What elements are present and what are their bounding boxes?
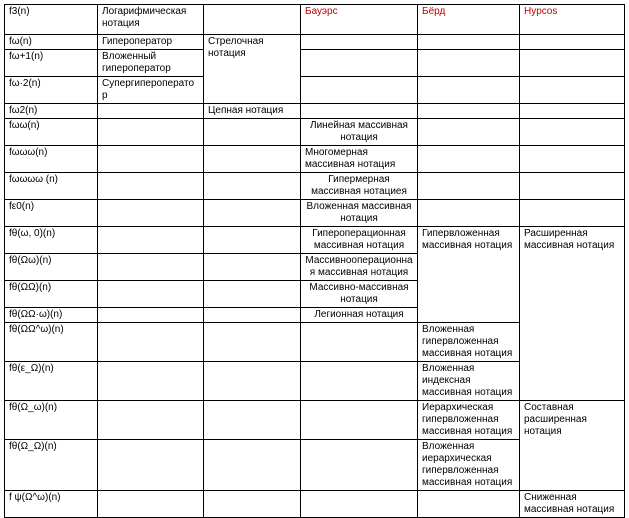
empty-cell	[520, 200, 625, 227]
function-cell: fθ(ε_Ω)(n)	[5, 362, 98, 401]
bird-cell: Вложенная иерархическая гипервложенная массивная нотация	[418, 440, 520, 491]
header-bowers: Бауэрс	[301, 5, 418, 35]
function-cell: fω(n)	[5, 35, 98, 50]
empty-cell	[520, 35, 625, 50]
table-row	[5, 173, 625, 200]
bird-cell: Гипервложенная массивная нотация	[418, 227, 520, 323]
function-cell: fωω(n)	[5, 119, 98, 146]
table-row	[5, 401, 625, 440]
empty-cell	[418, 200, 520, 227]
table-row	[5, 200, 625, 227]
empty-cell	[418, 77, 520, 104]
notation-cell: Супергипероператор	[98, 77, 204, 104]
function-cell: fω2(n)	[5, 104, 98, 119]
empty-cell	[98, 200, 204, 227]
empty-cell	[204, 308, 301, 323]
empty-cell	[520, 173, 625, 200]
table-row	[5, 119, 625, 146]
function-cell: fε0(n)	[5, 200, 98, 227]
empty-cell	[301, 323, 418, 362]
empty-cell	[204, 227, 301, 254]
empty-cell	[418, 35, 520, 50]
empty-cell	[301, 440, 418, 491]
empty-cell	[204, 5, 301, 35]
empty-cell	[204, 173, 301, 200]
empty-cell	[204, 401, 301, 440]
table-row	[5, 491, 625, 518]
empty-cell	[520, 50, 625, 77]
empty-cell	[520, 77, 625, 104]
empty-cell	[204, 491, 301, 518]
empty-cell	[301, 77, 418, 104]
function-cell: f ψ(Ω^ω)(n)	[5, 491, 98, 518]
function-cell: f3(n)	[5, 5, 98, 35]
header-bird: Бёрд	[418, 5, 520, 35]
function-cell: fθ(ω, 0)(n)	[5, 227, 98, 254]
empty-cell	[98, 254, 204, 281]
empty-cell	[418, 104, 520, 119]
notation-cell: Цепная нотация	[204, 104, 301, 119]
empty-cell	[98, 440, 204, 491]
bowers-cell: Гипермерная массивная нотациея	[301, 173, 418, 200]
empty-cell	[98, 104, 204, 119]
empty-cell	[204, 362, 301, 401]
function-cell: fθ(ΩΩ·ω)(n)	[5, 308, 98, 323]
empty-cell	[204, 440, 301, 491]
empty-cell	[98, 491, 204, 518]
bowers-cell: Гипероперационная массивная нотация	[301, 227, 418, 254]
empty-cell	[418, 146, 520, 173]
empty-cell	[98, 401, 204, 440]
empty-cell	[98, 173, 204, 200]
empty-cell	[301, 104, 418, 119]
empty-cell	[204, 254, 301, 281]
bowers-cell: Линейная массивная нотация	[301, 119, 418, 146]
notation-cell: Логарифмическая нотация	[98, 5, 204, 35]
empty-cell	[98, 227, 204, 254]
function-cell: fθ(ΩΩ^ω)(n)	[5, 323, 98, 362]
bird-cell: Вложенная индексная массивная нотация	[418, 362, 520, 401]
empty-cell	[204, 200, 301, 227]
function-cell: fωωωω (n)	[5, 173, 98, 200]
function-cell: fθ(Ω_ω)(n)	[5, 401, 98, 440]
bird-cell: Вложенная гипервложенная массивная нотация	[418, 323, 520, 362]
notation-cell: Гипероператор	[98, 35, 204, 50]
notation-cell: Вложенный гипероператор	[98, 50, 204, 77]
header-hypcos: Hypcos	[520, 5, 625, 35]
function-cell: fωωω(n)	[5, 146, 98, 173]
empty-cell	[204, 281, 301, 308]
table-row	[5, 5, 625, 35]
empty-cell	[98, 308, 204, 323]
empty-cell	[418, 491, 520, 518]
empty-cell	[520, 119, 625, 146]
bowers-cell: Легионная нотация	[301, 308, 418, 323]
table-row	[5, 227, 625, 254]
function-cell: fθ(Ωω)(n)	[5, 254, 98, 281]
empty-cell	[204, 323, 301, 362]
empty-cell	[98, 362, 204, 401]
hypcos-cell: Сниженная массивная нотация	[520, 491, 625, 518]
bowers-cell: Вложенная массивная нотация	[301, 200, 418, 227]
function-cell: fθ(ΩΩ)(n)	[5, 281, 98, 308]
empty-cell	[98, 119, 204, 146]
bowers-cell: Многомерная массивная нотация	[301, 146, 418, 173]
empty-cell	[204, 119, 301, 146]
bowers-cell: Массивно-массивная нотация	[301, 281, 418, 308]
empty-cell	[418, 119, 520, 146]
function-cell: fω+1(n)	[5, 50, 98, 77]
empty-cell	[301, 491, 418, 518]
empty-cell	[418, 173, 520, 200]
empty-cell	[98, 146, 204, 173]
table-row	[5, 146, 625, 173]
table-row	[5, 77, 625, 104]
bird-cell: Иерархическая гипервложенная массивная нотация	[418, 401, 520, 440]
empty-cell	[98, 323, 204, 362]
empty-cell	[301, 35, 418, 50]
hypcos-cell: Расширенная массивная нотация	[520, 227, 625, 401]
table-row	[5, 35, 625, 50]
notation-table	[4, 4, 625, 518]
empty-cell	[301, 401, 418, 440]
empty-cell	[520, 104, 625, 119]
hypcos-cell: Составная расширенная нотация	[520, 401, 625, 491]
function-cell: fθ(Ω_Ω)(n)	[5, 440, 98, 491]
empty-cell	[301, 362, 418, 401]
empty-cell	[301, 50, 418, 77]
notation-cell: Стрелочная нотация	[204, 35, 301, 104]
bowers-cell: Массивнооперационная массивная нотация	[301, 254, 418, 281]
table-row	[5, 50, 625, 77]
function-cell: fω·2(n)	[5, 77, 98, 104]
empty-cell	[98, 281, 204, 308]
table-row	[5, 104, 625, 119]
empty-cell	[520, 146, 625, 173]
empty-cell	[204, 146, 301, 173]
empty-cell	[418, 50, 520, 77]
